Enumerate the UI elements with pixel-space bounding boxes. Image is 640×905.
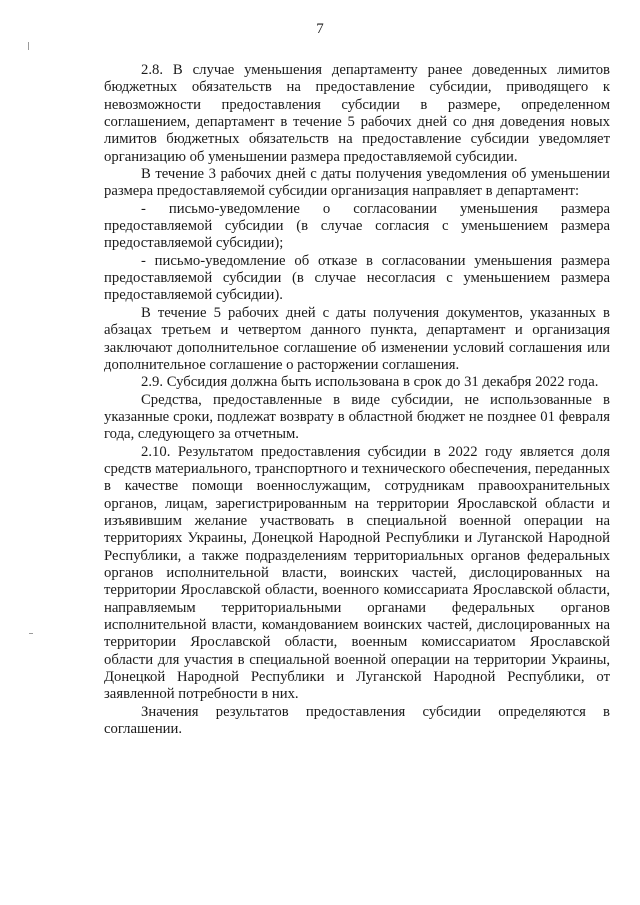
document-body	[104, 62, 610, 738]
paragraph-refund: Средства, предоставленные в виде субсидии, не использованные в указанные сроки, подлежат возврату в областной бюджет не позднее 01 февраля года, следующего за отчетным.	[104, 391, 610, 443]
list-item-agreement-letter: - письмо-уведомление о согласовании уменьшения размера предоставляемой субсидии (в случае согласия с уменьшением размера предоставляемой субсидии);	[104, 200, 610, 252]
paragraph-2-10: 2.10. Результатом предоставления субсидии в 2022 году является доля средств материального, транспортного и технического обеспечения, переданных в качестве помощи военнослужащим, сотрудникам правоохранительных органов, лицам, зарегистрированным на территории Ярославской области и изъявившим желание участвовать в специальной военной операции на территориях Украины, Донецкой Народной Республики и Луганской Народной Республики, а также подразделениям территориальных органов федеральных органов исполнительной власти, воинских частей, дислоцированных на территории Ярославской области, военного комиссариата Ярославской области, направляемым территориальными органами федеральных органов исполнительной власти, командованием воинских частей, дислоцированных на территории Ярославской области, военным комиссариатом Ярославской области для участия в специальной военной операции на территории Украины, Донецкой Народной Республики и Луганской Народной Республики, от заявленной потребности в них.	[104, 443, 610, 703]
paragraph-notification-terms: В течение 3 рабочих дней с даты получения уведомления об уменьшении размера предоставляемой субсидии организация направляет в департамент:	[104, 166, 610, 200]
paragraph-additional-agreement: В течение 5 рабочих дней с даты получения документов, указанных в абзацах третьем и четвертом данного пункта, департамент и организация заключают дополнительное соглашение об изменении условий соглашения или дополнительное соглашение о расторжении соглашения.	[104, 304, 610, 373]
page-number: 7	[316, 21, 324, 37]
list-item-refusal-letter: - письмо-уведомление об отказе в согласовании уменьшения размера предоставляемой субсидии (в случае несогласия с уменьшением размера предоставляемой субсидии).	[104, 252, 610, 304]
paragraph-2-8: 2.8. В случае уменьшения департаменту ранее доведенных лимитов бюджетных обязательств на предоставление субсидии, приводящего к невозможности предоставления субсидии в размере, определенном соглашением, департамент в течение 5 рабочих дней со дня доведения новых лимитов бюджетных обязательств на предоставление субсидии уведомляет организацию об уменьшении размера предоставляемой субсидии.	[104, 62, 610, 165]
paragraph-2-9: 2.9. Субсидия должна быть использована в срок до 31 декабря 2022 года.	[141, 374, 599, 391]
margin-mark-top	[28, 42, 29, 50]
paragraph-result-values: Значения результатов предоставления субсидии определяются в соглашении.	[104, 703, 610, 738]
margin-mark-mid	[29, 633, 33, 634]
